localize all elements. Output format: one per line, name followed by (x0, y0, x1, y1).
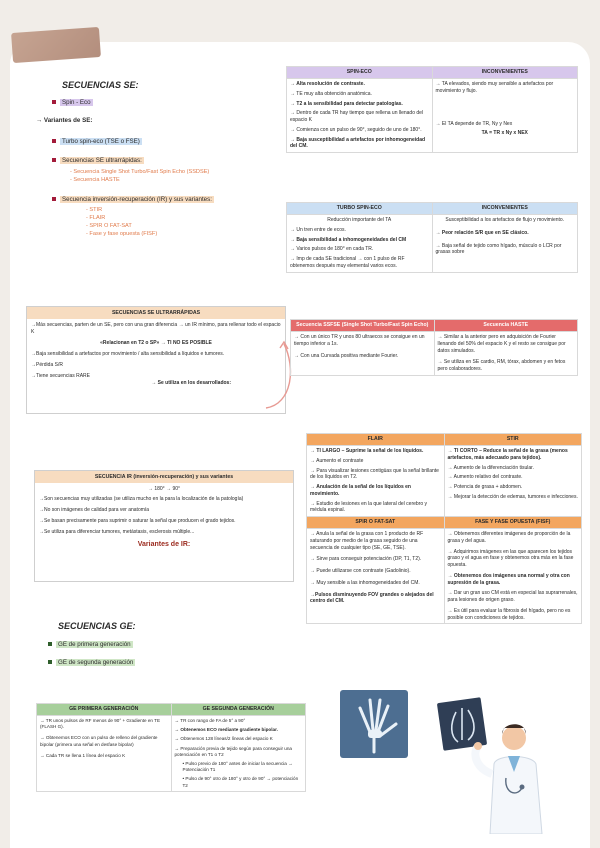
bullet-icon (52, 100, 56, 104)
ir-body: → 180° → 90° →Son secuencias muy utilizadas (se utiliza mucho en la para la localización de la patología) →No son imágenes de calidad para ver anatomía →Se basan precisamente para suprimir o saturar la señal que producen el grado tejidos. →Se utiliza para diferenciar tumores, metástasis, esclerosis múltiple... Variantes de IR: (35, 483, 293, 553)
bullet-icon (52, 158, 56, 162)
fisf-content: → Obtenemos diferentes imágenes de proporción de la grasa y del agua. → Adquirimos imágenes en las que aparecen los tejidos graso y el agua en fase y obtenemos otra más en la fase opuesta. → Obtenemos dos imágenes una normal y otra con supresión de la grasa. → Dar un gran uso CM está en especial las suprarrenales, para lesiones de origen graso. → Es útil para evaluar la fibrosis del hígado, pero no es posible con condiciones de tejidos. (444, 529, 582, 624)
item-spin-eco: Spin - Eco (52, 99, 93, 107)
ir-box (34, 470, 294, 582)
spir-header: SPIR O FAT-SAT (307, 517, 445, 529)
bullet-icon (52, 197, 56, 201)
ir-title: SECUENCIA IR (inversión-recuperación) y sus variantes (35, 471, 293, 483)
turbo-advantages: Reducción importante del TA → Un tren entre de ecos. → Baja sensibilidad a inhomogeneidades del CM → Varios pulsos de 180° en cada TR. → Imp de cada SE tradicional → con 1 pulso de RF obtenemos después muy elemental varios ecos. (287, 215, 433, 273)
title-ge: SECUENCIAS GE: (58, 621, 136, 631)
ir-variantes: Variantes de IR: (137, 541, 191, 548)
haste-header: Secuencia HASTE (434, 320, 578, 332)
xray-hand-icon (340, 690, 408, 758)
variantes-heading: → Variantes de SE: (36, 117, 93, 124)
ge-table (36, 703, 306, 792)
ge2-header: GE SEGUNDA GENERACIÓN (171, 704, 306, 716)
haste-content: → Similar a la anterior pero en adquisición de Fourier llenando del 50% del espacio K y el resto se consigue por datos simulados. → Se utiliza en SE cardio, RM, tórax, abdomen y en fetos pero colaboradores. (434, 332, 578, 376)
bullet-icon (52, 139, 56, 143)
stir-header: STIR (444, 434, 582, 446)
turbo-spin-eco-table (286, 202, 578, 273)
flair-header: FLAIR (307, 434, 445, 446)
item-ge1: GE de primera generación (48, 641, 133, 649)
ge1-content: → TR unos pulsos de RF menos de 90° + Gradiente en TE (FLASH G). → Obtenemos ECO con un pulso de relleno del gradiente bipolar (primera una señal en desfase bipolar) → Cada TR se llena 1 línea del espacio K (37, 716, 172, 792)
ultrarapidas-title: SECUENCIAS SE ULTRARRÁPIDAS (27, 307, 285, 319)
bullet-icon (48, 642, 52, 646)
fisf-header: FASE Y FASE OPUESTA (FISF) (444, 517, 582, 529)
ssfse-content: → Con un único TR y unos 80 ultraecos se consigue en un tiempo inferior a 1s. → Con una Curvada positiva mediante Fourier. (291, 332, 435, 376)
flair-stir-table (306, 433, 582, 624)
inversion-sublist: - STIR - FLAIR - SPIR O FAT-SAT - Fase y fase opuesta (FISF) (86, 207, 158, 238)
ge2-content: → TR con rango de FA de 5° a 90° → Obtenemos ECO mediante gradiente bipolar. → Obtenemos 128 líneas/2 líneas del espacio K → Preparación previa de tejido según para conseguir una potenciación en T1 o T2 • Pulso previo de 180° antes de iniciar la secuencia → Potenciación T1 • Pulso de 90° otro de 180° y otro de 90° → potenciación T2 (171, 716, 306, 792)
decorative-tape (11, 27, 101, 63)
item-ultrarapidas: Secuencias SE ultrarrápidas: (52, 157, 144, 165)
spir-content: → Anula la señal de la grasa con 1 producto de RF saturando por medio de la grasa seguido de una secuencia de cualquier tipo (SE, GE, TSE). → Sirve para conseguir potenciación (DP, T1, T2). → Puede utilizarse con contraste (Gadolinio). → Muy sensible a las inhomogeneidades del CM. →Pulsos disminuyendo FOV grandes o alejados del centro del CM. (307, 529, 445, 624)
ultra-sublist: - Secuencia Single Shot Turbo/Fast Spin Echo (SSDSE) - Secuencia HASTE (70, 169, 210, 184)
ultrarapidas-body: →Más secuencias, parten de un SE, pero con una gran diferencia → un IR mínimo, para rellenar todo el espacio K «Relacionan en T2 o SP» → TI NO ES POSIBLE →Baja sensibilidad a artefactos por movimiento / alta sensibilidad a líquidos e tumores. →Pérdida S/R →Tiene secuencias RARE → Se utiliza en los desarrollados: (31, 322, 281, 386)
stir-content: → TI CORTO – Reduce la señal de la grasa (menos artefactos, más adecuado para tejidos). → Aumento de la diferenciación tisular. → Aumento relativo del contraste. → Potencia de grasa + abdomen. → Mejorar la detección de edemas, tumores e infecciones. (444, 446, 582, 517)
ultrarapidas-box (26, 306, 286, 414)
item-inversion: Secuencia inversión-recuperación (IR) y sus variantes: (52, 196, 214, 204)
spin-eco-disadvantages: → TA elevados, siendo muy sensible a artefactos por movimiento y flujo. → El TA depende de TR, Ny y Nex TA = TR x Ny x NEX (432, 79, 578, 153)
ssfse-haste-table (290, 319, 578, 376)
ssfse-header: Secuencia SSFSE (Single Shot Turbo/Fast Spin Echo) (291, 320, 435, 332)
item-ge2: GE de segunda generación (48, 659, 135, 667)
turbo-disadvantages: Susceptibilidad a los artefactos de flujo y movimiento. → Peor relación S/R que en SE clásico. → Baja señal de tejido como hígado, músculo o LCR por grasas sobre (432, 215, 578, 273)
title-se: SECUENCIAS SE: (62, 80, 139, 90)
spin-eco-table (286, 66, 578, 153)
turbo-header: TURBO SPIN-ECO (287, 203, 433, 215)
inconvenientes-header: INCONVENIENTES (432, 67, 578, 79)
bullet-icon (48, 660, 52, 664)
flair-content: → TI LARGO – Suprime la señal de los líquidos. → Aumento el contraste → Para visualizar lesiones contigüas que la señal brillante de los líquidos en T2. → Anulación de la señal de los líquidos en movimiento. → Estudio de lesiones en la que lateral del cerebro y médula espinal. (307, 446, 445, 517)
turbo-inconvenientes-header: INCONVENIENTES (432, 203, 578, 215)
doctor-xray-icon (436, 694, 556, 834)
spin-eco-header: SPIN-ECO (287, 67, 433, 79)
ge1-header: GE PRIMERA GENERACIÓN (37, 704, 172, 716)
item-turbo: Turbo spin-eco (TSE o FSE) (52, 138, 142, 146)
spin-eco-advantages: → Alta resolución de contraste. → TE muy alta obtención anatómica. → T2 a la sensibilidad para detectar patologías. → Dentro de cada TR hay tiempo que rellena un llenado del espacio K → Comienza con un pulso de 90°, seguido de uno de 180°. → Baja susceptibilidad a artefactos por inhomogeneidad del CM. (287, 79, 433, 153)
